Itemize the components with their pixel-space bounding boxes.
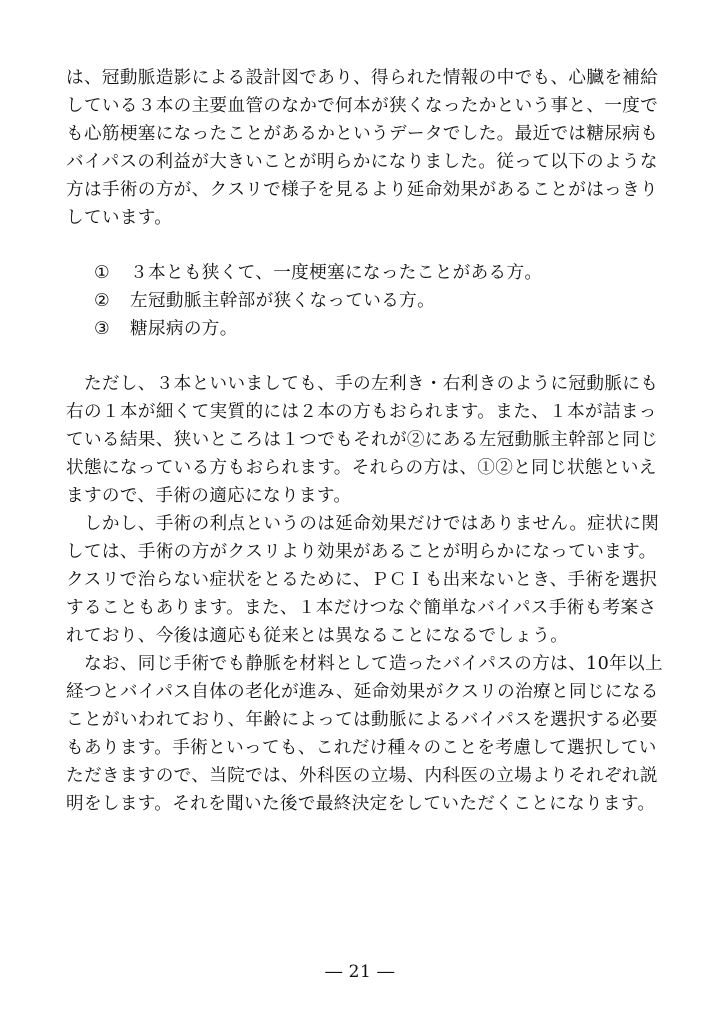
text-line: ただきますので、当院では、外科医の立場、内科医の立場よりそれぞれ説 <box>66 766 658 786</box>
text-line: クスリで治らない症状をとるために、ＰＣＩも出来ないとき、手術を選択 <box>66 570 658 590</box>
text-line: 右の１本が細くて実質的には２本の方もおられます。また、１本が詰まっ <box>66 402 657 422</box>
spacer <box>66 232 666 259</box>
paragraph-body <box>66 370 666 818</box>
spacer <box>66 343 666 370</box>
text-line: ことがいわれており、年齢によっては動脈によるバイパスを選択する必要 <box>66 710 658 730</box>
text-line: バイパスの利益が大きいことが明らかになりました。従って以下のような <box>66 152 658 172</box>
text-line: なお、同じ手術でも静脈を材料として造ったバイパスの方は、10年以上 <box>66 654 663 674</box>
text-line: している３本の主要血管のなかで何本が狭くなったかという事と、一度で <box>66 96 659 116</box>
text-line: ただし、３本といいましても、手の左利き・右利きのように冠動脈にも <box>66 374 659 394</box>
text-line: 経つとバイパス自体の老化が進み、延命効果がクスリの治療と同じになる <box>66 682 659 702</box>
text-line: 明をします。それを聞いた後で最終決定をしていただくことになります。 <box>66 794 656 814</box>
text-line: ますので、手術の適応になります。 <box>66 486 352 506</box>
list-marker: ① <box>94 263 111 283</box>
text-line: れており、今後は適応も従来とは異なることになるでしょう。 <box>66 626 569 646</box>
text-line: も心筋梗塞になったことがあるかというデータでした。最近では糖尿病も <box>66 124 659 144</box>
list-item-text: 糖尿病の方。 <box>130 319 238 339</box>
text-line: 方は手術の方が、クスリで様子を見るより延命効果があることがはっきり <box>66 180 658 200</box>
text-line: しては、手術の方がクスリより効果があることが明らかになっています。 <box>66 542 657 562</box>
text-line: もあります。手術といっても、これだけ種々のことを考慮して選択してい <box>66 738 657 758</box>
text-line: は、冠動脈造影による設計図であり、得られた情報の中でも、心臓を補給 <box>66 68 659 88</box>
list-item <box>66 287 666 315</box>
text-line: しかし、手術の利点というのは延命効果だけではありません。症状に関 <box>66 514 660 534</box>
page-number: ― 21 ― <box>325 962 395 982</box>
list-item <box>66 315 666 343</box>
list-item <box>66 259 666 287</box>
indication-list <box>66 259 666 343</box>
text-line: ている結果、狭いところは１つでもそれが②にある左冠動脈主幹部と同じ <box>66 430 659 450</box>
document-body <box>66 64 666 818</box>
list-item-text: ３本とも狭くて、一度梗塞になったことがある方。 <box>130 263 543 283</box>
text-line: 状態になっている方もおられます。それらの方は、①②と同じ状態といえ <box>66 458 657 478</box>
list-marker: ② <box>94 291 111 311</box>
list-item-text: 左冠動脈主幹部が狭くなっている方。 <box>130 291 436 311</box>
list-marker: ③ <box>94 319 111 339</box>
paragraph-intro <box>66 64 666 232</box>
text-line: することもあります。また、１本だけつなぐ簡単なバイパス手術も考案さ <box>66 598 657 618</box>
text-line: しています。 <box>66 208 173 228</box>
